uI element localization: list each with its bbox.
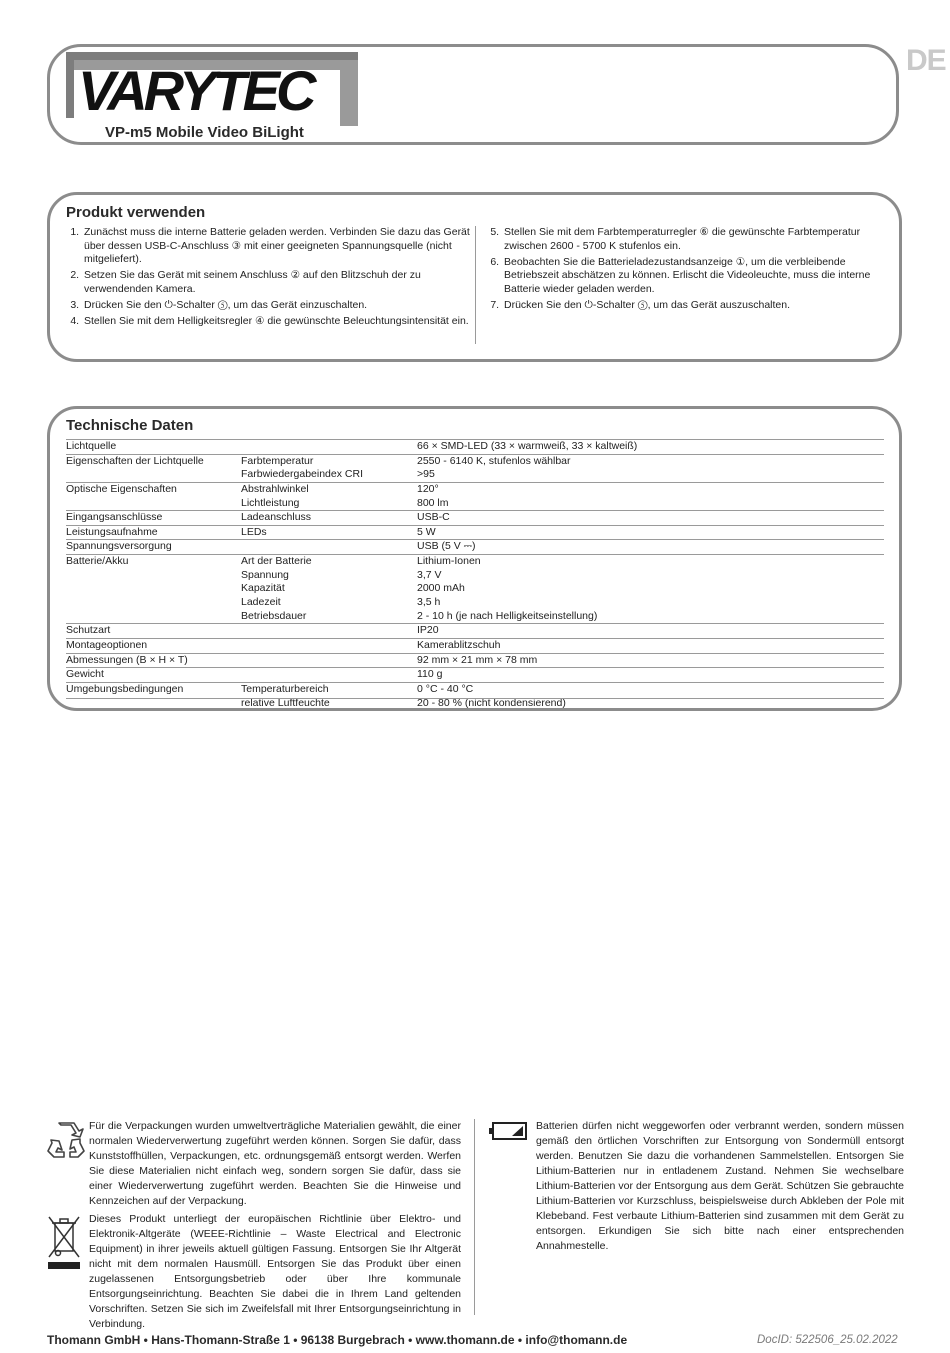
tech-value: 110 g	[417, 668, 443, 681]
tech-row	[66, 482, 884, 497]
varytec-logo	[66, 52, 358, 126]
tech-property: Kapazität	[241, 582, 285, 595]
usage-step: 1. Zunächst muss die interne Batterie geladen werden. Verbinden Sie dazu das Gerät über dessen USB-C-Anschluss ③ mit einer geeigneten Spannungsquelle (nicht mitgeliefert).	[82, 226, 470, 267]
weee-notice: Dieses Produkt unterliegt der europäischen Richtlinie über Elektro- und Elektronik-Altgeräte (WEEE-Richtlinie – Waste Electrical and Electronic Equipment) in ihrer jeweils aktuell gültigen Fassung. Entsorgen Sie Ihr Altgerät nicht mit dem normalen Hausmüll. Entsorgen Sie das Produkt über einen zugelassenen Entsorgungsbetrieb oder über Ihre kommunale Entsorgungseinrichtung. Beachten Sie dabei die in Ihrem Land geltenden Vorschriften. Setzen Sie sich im Zweifelsfall mit Ihrer Entsorgungseinrichtung in Verbindung.	[89, 1213, 461, 1330]
tech-category: Schutzart	[66, 624, 111, 637]
tech-table-bottom-rule	[66, 698, 884, 699]
company-footer: Thomann GmbH • Hans-Thomann-Straße 1 • 96138 Burgebrach • www.thomann.de • info@thomann.de	[47, 1333, 628, 1347]
battery-icon	[488, 1121, 528, 1141]
tech-value: >95	[417, 468, 435, 481]
tech-value: 2550 - 6140 K, stufenlos wählbar	[417, 454, 571, 467]
tech-category: Leistungsaufnahme	[66, 525, 158, 538]
tech-property: relative Luftfeuchte	[241, 696, 330, 709]
tech-value: USB (5 V ⎓)	[417, 540, 476, 553]
tech-property: Lichtleistung	[241, 496, 300, 509]
usage-step: 5. Stellen Sie mit dem Farbtemperaturregler ⑥ die gewünschte Farbtemperatur zwischen 2600 - 5700 K stufenlos ein.	[502, 226, 894, 253]
tech-value: 120°	[417, 482, 439, 495]
tech-row	[66, 439, 884, 454]
tech-row	[66, 638, 884, 653]
language-tag: DE	[906, 44, 946, 77]
tech-row	[66, 510, 884, 525]
tech-category: Lichtquelle	[66, 440, 117, 452]
tech-category: Batterie/Akku	[66, 555, 129, 568]
tech-row	[66, 554, 884, 569]
tech-row	[66, 525, 884, 540]
tech-value: 20 - 80 % (nicht kondensierend)	[417, 696, 566, 709]
tech-property: Abstrahlwinkel	[241, 482, 309, 495]
usage-step: 3. Drücken Sie den ⏻-Schalter ⑤, um das Gerät einzuschalten.	[82, 299, 470, 313]
logo-wordmark: VARYTEC	[78, 59, 313, 122]
battery-notice: Batterien dürfen nicht weggeworfen oder verbrannt werden, sondern müssen gemäß den örtlichen Vorschriften zur Entsorgung von Sondermüll entsorgt werden. Benutzen Sie dazu die vorhandenen Sammelstellen. Entsorgen Sie Lithium-Batterien nur in entladenem Zustand. Nehmen Sie wechselbare Lithium-Batterien vor der Entsorgung aus dem Gerät. Schützen Sie gebrauchte Lithium-Batterien vor Kurzschluss, beispielsweise durch Abkleben der Pole mit Klebeband. Fest verbaute Lithium-Batterien sind zusammen mit dem Gerät zu entsorgen. Erkundigen Sie sich bitte nach einer entsprechenden Annahmestelle.	[536, 1120, 904, 1252]
tech-row	[66, 468, 884, 482]
tech-row	[66, 653, 884, 668]
tech-value: Lithium-Ionen	[417, 555, 481, 568]
tech-category: Optische Eigenschaften	[66, 482, 177, 495]
tech-property: Spannung	[241, 568, 289, 581]
usage-step: 7. Drücken Sie den ⏻-Schalter ⑤, um das Gerät auszuschalten.	[502, 299, 894, 313]
tech-value: 2000 mAh	[417, 582, 465, 595]
tech-value: 2 - 10 h (je nach Helligkeitseinstellung)	[417, 609, 598, 622]
usage-step: 2. Setzen Sie das Gerät mit seinem Anschluss ② auf den Blitzschuh der zu verwendenden Kamera.	[82, 269, 470, 296]
tech-category: Eigenschaften der Lichtquelle	[66, 454, 204, 467]
tech-value: USB-C	[417, 511, 450, 524]
usage-step: 6. Beobachten Sie die Batterieladezustandsanzeige ①, um die verbleibende Betriebszeit abschätzen zu können. Erlischt die Videoleuchte, muss die interne Batterie wieder geladen werden.	[502, 256, 894, 297]
tech-value: 5 W	[417, 525, 436, 538]
tech-property: Farbwiedergabeindex CRI	[241, 468, 363, 481]
packaging-notice: Für die Verpackungen wurden umweltverträgliche Materialien gewählt, die einer normalen Wiederverwertung zugeführt werden können. Sorgen Sie dafür, dass Kunststoffhüllen, Verpackungen, etc. ordnungsgemäß entsorgt werden. Werfen Sie diese Materialien nicht einfach weg, sondern sorgen Sie dafür, dass sie einer Wiederverwertung zugeführt werden. Beachten Sie die Hinweise und Kennzeichen auf der Verpackung.	[89, 1120, 461, 1207]
usage-steps-left	[66, 226, 470, 331]
tech-category: Montageoptionen	[66, 638, 148, 651]
tech-property: LEDs	[241, 525, 267, 538]
usage-step: 4. Stellen Sie mit dem Helligkeitsregler ④ die gewünschte Beleuchtungsintensität ein.	[82, 315, 470, 329]
tech-row	[66, 539, 884, 554]
tech-row	[66, 497, 884, 511]
tech-row	[66, 667, 884, 682]
tech-category: Spannungsversorgung	[66, 540, 172, 553]
tech-property: Ladeanschluss	[241, 511, 312, 524]
tech-value: 66 × SMD-LED (33 × warmweiß, 33 × kaltweiß)	[417, 440, 638, 452]
tech-row	[66, 610, 884, 624]
tech-row	[66, 454, 884, 469]
tech-category: Umgebungsbedingungen	[66, 682, 184, 695]
usage-title: Produkt verwenden	[66, 204, 206, 221]
doc-id: DocID: 522506_25.02.2022	[757, 1334, 898, 1346]
tech-category: Eingangsanschlüsse	[66, 511, 163, 524]
tech-row	[66, 623, 884, 638]
tech-row	[66, 596, 884, 610]
tech-value: 3,7 V	[417, 568, 442, 581]
tech-value: 92 mm × 21 mm × 78 mm	[417, 653, 538, 666]
tech-property: Temperaturbereich	[241, 682, 329, 695]
tech-property: Ladezeit	[241, 596, 281, 609]
tech-value: IP20	[417, 624, 439, 637]
tech-title: Technische Daten	[66, 417, 194, 434]
recycle-icon	[46, 1121, 86, 1159]
tech-category: Abmessungen (B × H × T)	[66, 653, 188, 666]
tech-value: 3,5 h	[417, 596, 441, 609]
tech-table	[66, 439, 884, 710]
tech-row	[66, 569, 884, 583]
tech-value: Kamerablitzschuh	[417, 638, 501, 651]
product-name: VP-m5 Mobile Video BiLight	[105, 124, 304, 141]
tech-value: 0 °C - 40 °C	[417, 682, 474, 695]
tech-category: Gewicht	[66, 668, 104, 681]
usage-steps-right	[486, 226, 894, 315]
notice-divider	[474, 1119, 475, 1315]
usage-divider	[475, 226, 476, 344]
crossed-bin-icon	[47, 1215, 81, 1271]
tech-row	[66, 582, 884, 596]
tech-value: 800 lm	[417, 496, 449, 509]
tech-property: Farbtemperatur	[241, 454, 314, 467]
tech-row	[66, 682, 884, 697]
tech-property: Art der Batterie	[241, 555, 312, 568]
tech-property: Betriebsdauer	[241, 609, 307, 622]
